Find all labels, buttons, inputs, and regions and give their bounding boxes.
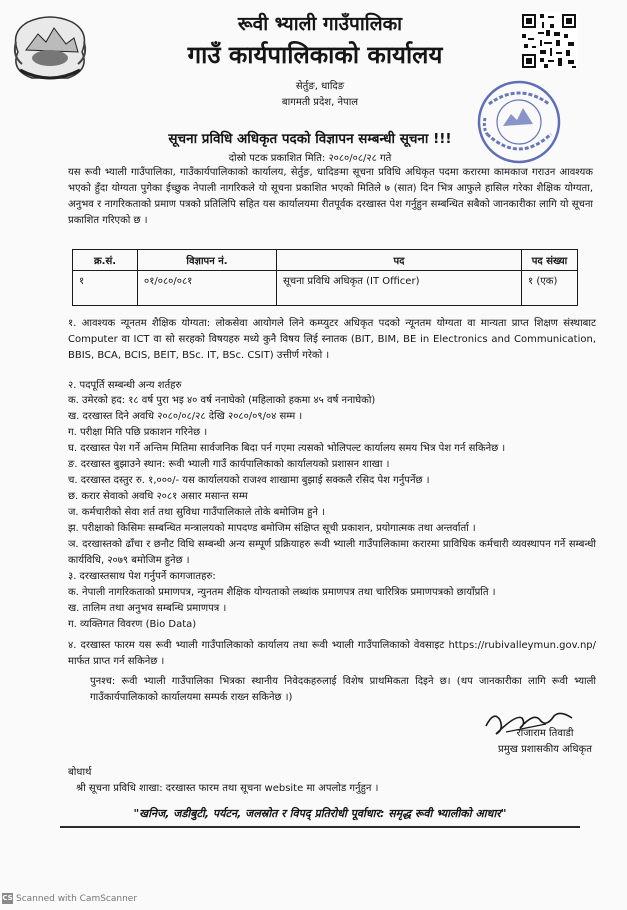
- publish-date: दोस्रो पटक प्रकाशित मिति: २०८०/०८/२८ गते: [228, 153, 392, 164]
- table-row: [73, 271, 578, 306]
- condition-cha: च. दरखास्त दस्तुर रु. १,०००/- यस कार्यालयको राजश्व शाखामा बुझाई सक्कलै रसिद पेश गर्नुपर्नेछ ।: [68, 475, 430, 486]
- column-header: विज्ञापन नं.: [138, 250, 277, 271]
- condition-jha: झ. परीक्षाको किसिमः सम्बन्धित मन्त्रालयको मापदण्ड बमोजिम संक्षिप्त सूची प्रकाशन, प्रयोगात्मक तथा अन्तर्वार्ता ।: [68, 523, 476, 534]
- office-name: गाउँ कार्यपालिकाको कार्यालय: [187, 41, 443, 69]
- condition-ga: ग. परीक्षा मिति पछि प्रकाशन गरिनेछ ।: [68, 427, 208, 438]
- cc-line: श्री सूचना प्रविधि शाखा: दरखास्त फारम तथा सूचना website मा अपलोड गर्नुहुन ।: [76, 783, 379, 794]
- table-header-row: [73, 250, 578, 271]
- signatory-name: राजाराम तिवाडी: [516, 728, 574, 739]
- cc-label: बोधार्थ: [68, 767, 92, 778]
- footer-motto: "खनिज, जडीबुटी, पर्यटन, जलस्रोत र विपद् प्रतिरोधी पूर्वाधार: समृद्ध रूवी भ्यालीको आधार": [133, 807, 507, 820]
- nepal-emblem-icon: [8, 12, 92, 88]
- condition-gha: घ. दरखास्त पेश गर्ने अन्तिम मितिमा सार्वजनिक बिदा पर्न गएमा त्यसको भोलिपल्ट कार्यालय समय भित्र पेश गर्न सकिनेछ ।: [68, 443, 506, 454]
- scanner-watermark: [2, 893, 137, 904]
- column-header: क्र.सं.: [73, 250, 138, 271]
- qualification-paragraph: १. आवश्यक न्यूनतम शैक्षिक योग्यता: लोकसेवा आयोगले लिने कम्प्युटर अधिकृत पदको न्यूनतम योग्यता वा मान्यता प्राप्त शिक्षण संस्थाबाट Computer वा ICT वा सो सरहको विषयहरु मध्ये कुनै विषय लिई स्नातक (BIT, BIM, BE in Electronics and Communication, BBIS, BCA, BCIS, BEIT, BSc. IT, BSc. CSIT) उत्तीर्ण गरेको ।: [68, 318, 596, 361]
- vacancy-table: [72, 249, 578, 306]
- municipality-name: रूवी भ्याली गाउँपालिका: [237, 13, 403, 35]
- notice-title: सूचना प्रविधि अधिकृत पदको विज्ञापन सम्बन्धी सूचना !!!: [168, 131, 452, 147]
- office-location: सेर्तुङ, धादिङ: [295, 81, 345, 92]
- condition-kha: ख. दरखास्त दिने अवधि २०८०/०८/२८ देखि २०८०/०९/०४ सम्म ।: [68, 411, 303, 422]
- table-cell: ०१/०८०/०८१: [138, 271, 277, 306]
- condition-yna: ञ. दरखास्तको ढाँचा र छनौट विधि सम्बन्धी अन्य सम्पूर्ण प्रक्रियाहरु रूवी भ्याली गाउँपालिकामा करारमा प्राविधिक कर्मचारी व्यवस्थापन गर्ने सम्बन्धी कार्यविधि, २०७९ बमोजिम हुनेछ ।: [68, 539, 596, 566]
- table-cell: १ (एक): [522, 271, 578, 306]
- application-form-paragraph: ४. दरखास्त फारम यस रूवी भ्याली गाउँपालिकाको कार्यालय तथा रूवी भ्याली गाउँपालिकाको वेवसाइट https://rubivalleymun.gov.np/ मार्फत प्राप्त गर्न सकिनेछ ।: [68, 640, 596, 667]
- condition-nga: ङ. दरखास्त बुझाउने स्थान: रूवी भ्याली गाउँ कार्यपालिकाको कार्यालयको प्रशासन शाखा ।: [68, 459, 390, 470]
- notice-intro: यस रूवी भ्याली गाउँपालिका, गाउँकार्यपालिकाको कार्यालय, सेर्तुङ, धादिङमा सूचना प्रविधि अधिकृत पदमा करारमा कामकाज गराउन आवश्यक भएकाे हुँदा योग्यता पुगेका ईच्छुक नेपाली नागरिकले यो सूचना प्रकाशित भएको मितिले ७ (सात) दिन भित्र आफुले हासिल गरेका शैक्षिक योग्यता, अनुभव र नागरिकताको प्रमाण पत्रको प्रतिलिपि सहित यस कार्यालयमा रीतपूर्वक दरखास्त पेश गर्नुहुन सम्बन्धित सबैको जानकारीका लागि यो सूचना प्रकाशित गरिएको छ ।: [68, 167, 593, 226]
- footer-divider: [60, 826, 580, 828]
- document-kha: ख. तालिम तथा अनुभव सम्बन्धि प्रमाणपत्र ।: [68, 603, 227, 614]
- document-ga: ग. व्यक्तिगत विवरण (Bio Data): [68, 619, 197, 630]
- table-cell: १: [73, 271, 138, 306]
- signatory-designation: प्रमुख प्रशासकीय अधिकृत: [498, 744, 592, 755]
- camscanner-logo-icon: CS: [2, 894, 13, 902]
- condition-ja: ज. कर्मचारीको सेवा शर्त तथा सुविधा गाउँपालिकाले तोके बमोजिम हुने ।: [68, 507, 325, 518]
- office-province: बागमती प्रदेश, नेपाल: [281, 97, 359, 108]
- document-ka: क. नेपाली नागरिकताको प्रमाणपत्र, न्युनतम शैक्षिक योग्यताको लब्धांक प्रमाणपत्र तथा चारित्रिक प्रमाणपत्रको छायाँप्रति ।: [68, 587, 496, 598]
- documents-heading: ३. दरखास्तसाथ पेश गर्नुपर्ने कागजातहरु:: [68, 571, 216, 582]
- column-header: पद संख्या: [522, 250, 578, 271]
- postscript-note: पुनश्च: रूवी भ्याली गाउँपालिका भित्रका स्थानीय निवेदकहरुलाई विशेष प्राथमिकता दिइने छ। (थप जानकारीका लागि रूवी भ्याली गाउँकार्यपालिकाको कार्यालयमा सम्पर्क राख्न सकिनेछ ।): [90, 676, 596, 703]
- condition-chha: छ. करार सेवाको अवधि २०८१ असार मसान्त सम्म: [68, 491, 248, 502]
- column-header: पद: [277, 250, 522, 271]
- table-cell: सूचना प्रविधि अधिकृत (IT Officer): [277, 271, 522, 306]
- condition-ka: क. उमेरको हद: १८ वर्ष पुरा भइ ४० वर्ष ननाघेको (महिलाको हकमा ४५ वर्ष ननाघेको): [68, 395, 376, 406]
- scanner-text: Scanned with CamScanner: [16, 894, 138, 904]
- conditions-heading: २. पदपूर्ति सम्बन्धी अन्य शर्तहरु: [68, 380, 182, 391]
